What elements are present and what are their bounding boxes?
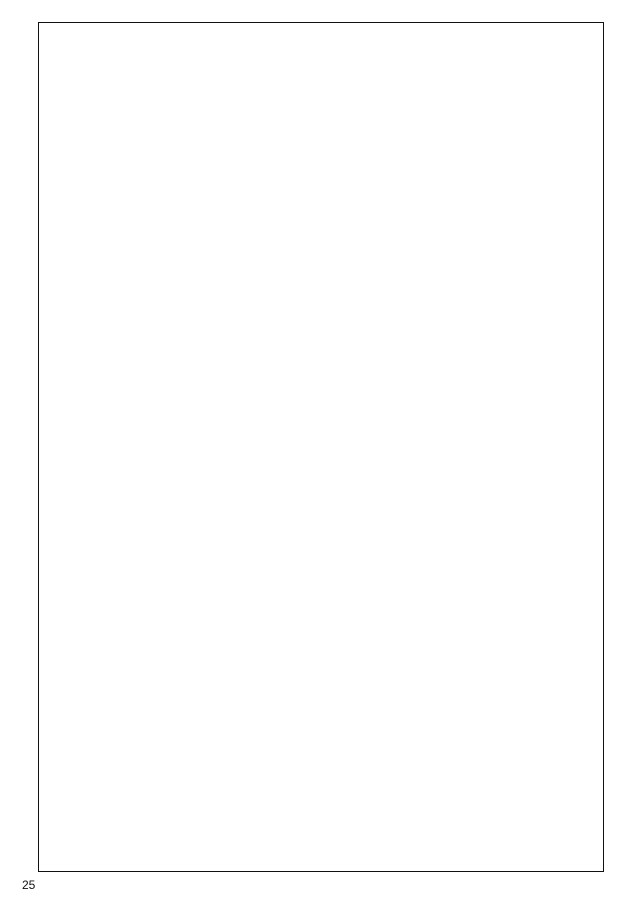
document-body (55, 87, 587, 859)
page-number: 25 (22, 878, 36, 892)
section-heading-group-1 (55, 316, 587, 430)
page-frame (38, 22, 604, 872)
